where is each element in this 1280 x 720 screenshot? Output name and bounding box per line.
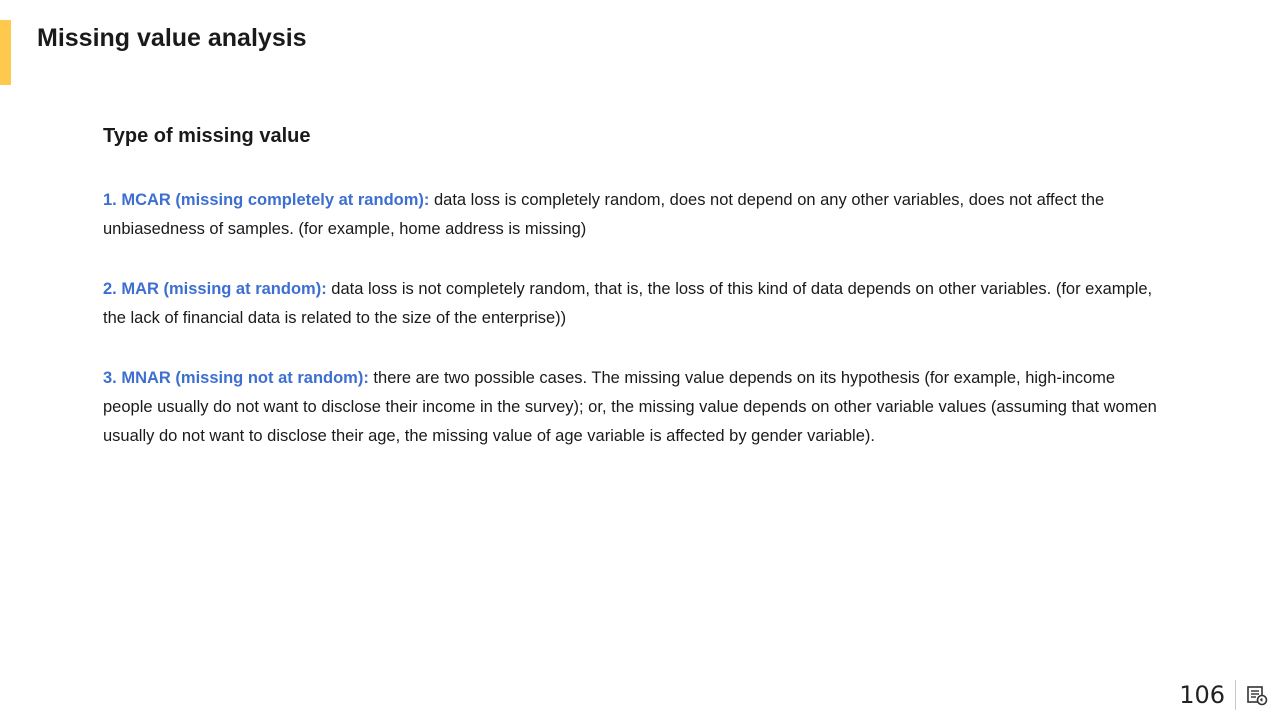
section-heading: Type of missing value bbox=[103, 125, 311, 147]
list-item-mcar bbox=[103, 186, 1163, 244]
list-item-mnar bbox=[103, 364, 1163, 451]
slide-title: Missing value analysis bbox=[37, 24, 307, 52]
item-text-mar: data loss is not completely random, that is, the loss of this kind of data depends on other variables. (for example, the lack of financial data is related to the size of the enterprise)) bbox=[103, 280, 1153, 327]
item-label-mcar: 1. MCAR (missing completely at random): bbox=[103, 191, 430, 209]
page-number: 106 bbox=[1179, 680, 1236, 710]
item-text-mnar: there are two possible cases. The missing value depends on its hypothesis (for example, high-income people usually do not want to disclose their income in the survey); or, the missing value depends on other variable values (assuming that women usually do not want to disclose their age, the missing value of age variable is affected by gender variable). bbox=[103, 369, 1157, 445]
item-text-mcar: data loss is completely random, does not depend on any other variables, does not affect the unbiasedness of samples. (for example, home address is missing) bbox=[103, 191, 1105, 238]
item-label-mar: 2. MAR (missing at random): bbox=[103, 280, 327, 298]
slide-footer bbox=[1179, 680, 1268, 710]
item-label-mnar: 3. MNAR (missing not at random): bbox=[103, 369, 369, 387]
presentation-notes-icon[interactable] bbox=[1246, 684, 1268, 706]
list-item-mar bbox=[103, 275, 1163, 333]
content-area bbox=[103, 122, 1163, 482]
title-accent-bar bbox=[0, 20, 11, 85]
